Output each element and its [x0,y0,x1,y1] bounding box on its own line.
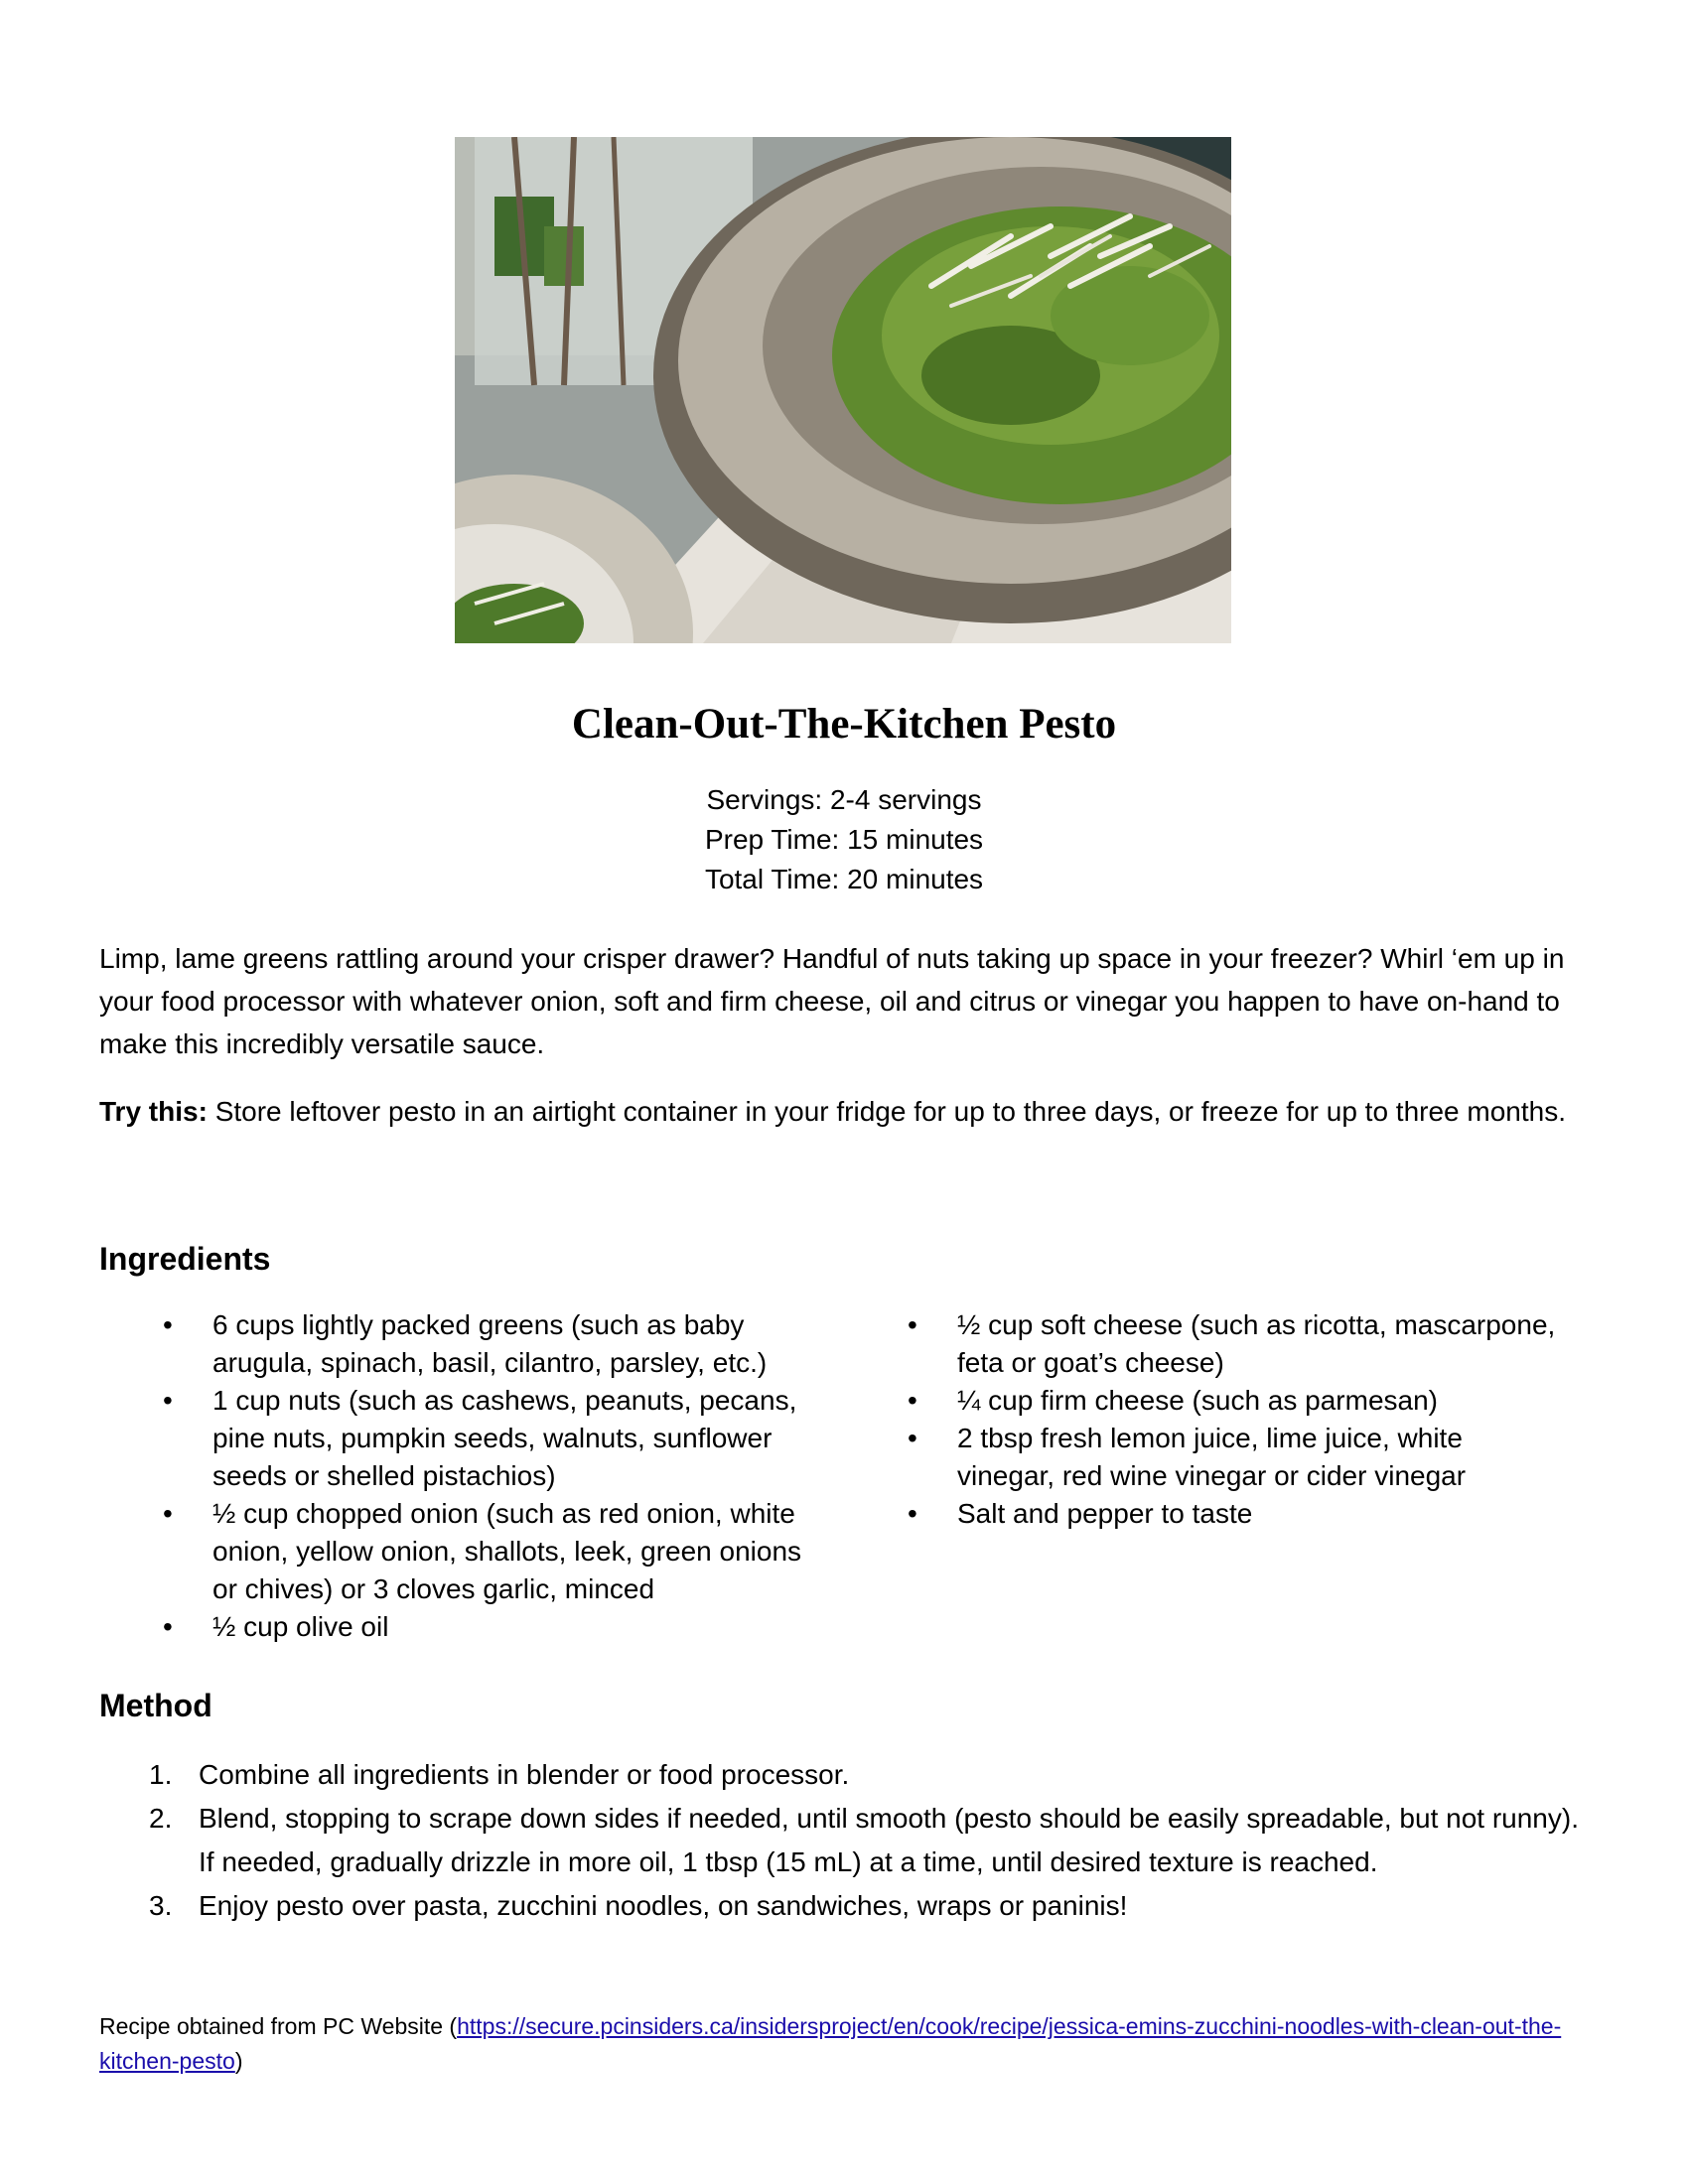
ingredient-item: • 6 cups lightly packed greens (such as baby arugula, spinach, basil, cilantro, parsley, etc.) [99,1306,814,1382]
ingredients-list-right [844,1306,1559,1533]
step-text: Blend, stopping to scrape down sides if needed, until smooth (pesto should be easily spreadable, but not runny). If needed, gradually drizzle in more oil, 1 tbsp (15 mL) at a time, until desired texture is reached. [199,1803,1579,1877]
ingredient-item: • 2 tbsp fresh lemon juice, lime juice, white vinegar, red wine vinegar or cider vinegar [844,1420,1559,1495]
step-number: 3. [149,1890,173,1921]
prep-time: Prep Time: 15 minutes [704,824,984,855]
ingredient-item: • ¼ cup firm cheese (such as parmesan) [844,1382,1559,1420]
ingredients-heading: Ingredients [99,1241,271,1277]
tip-label: Try this: [99,1096,208,1127]
step-text: Combine all ingredients in blender or food processor. [199,1759,850,1790]
recipe-intro: Limp, lame greens rattling around your crisper drawer? Handful of nuts taking up space in your freezer? Whirl ‘em up in your food processor with whatever onion, soft and firm cheese, oil and citrus or vinegar you happen to have on-hand to make this incredibly versatile sauce. [99,943,1565,1059]
ingredient-item: • ½ cup chopped onion (such as red onion, white onion, yellow onion, shallots, leek, green onions or chives) or 3 cloves garlic, minced [99,1495,814,1608]
method-step [99,1797,1589,1884]
source-prefix: Recipe obtained from PC Website ( [99,2013,458,2039]
source-link[interactable]: https://secure.pcinsiders.ca/insidersproject/en/cook/recipe/jessica-emins-zucchini-noodles-with-clean-out-the-kitchen-pesto [99,2013,1562,2074]
ingredient-item: • 1 cup nuts (such as cashews, peanuts, pecans, pine nuts, pumpkin seeds, walnuts, sunflower seeds or shelled pistachios) [99,1382,814,1495]
source-suffix: ) [234,2048,243,2074]
recipe-photo [455,137,1231,643]
ingredient-item: • ½ cup olive oil [99,1608,814,1646]
total-time: Total Time: 20 minutes [704,864,984,894]
servings: Servings: 2-4 servings [706,784,982,815]
tip-text: Store leftover pesto in an airtight container in your fridge for up to three days, or freeze for up to three months. [207,1096,1566,1127]
ingredient-item: • Salt and pepper to taste [844,1495,1559,1533]
step-text: Enjoy pesto over pasta, zucchini noodles, on sandwiches, wraps or paninis! [199,1890,1128,1921]
step-number: 1. [149,1759,173,1790]
ingredient-item: • ½ cup soft cheese (such as ricotta, mascarpone, feta or goat’s cheese) [844,1306,1559,1382]
step-number: 2. [149,1803,173,1834]
method-step [99,1753,1589,1797]
method-heading: Method [99,1688,212,1723]
recipe-meta [0,780,1688,899]
pesto-bowl-image [455,137,1231,643]
recipe-title: Clean-Out-The-Kitchen Pesto [571,701,1117,748]
try-this-tip [99,1090,1589,1133]
method-steps [99,1753,1589,1928]
ingredients-list-left [99,1306,814,1646]
recipe-source [99,2009,1589,2079]
method-step [99,1884,1589,1928]
